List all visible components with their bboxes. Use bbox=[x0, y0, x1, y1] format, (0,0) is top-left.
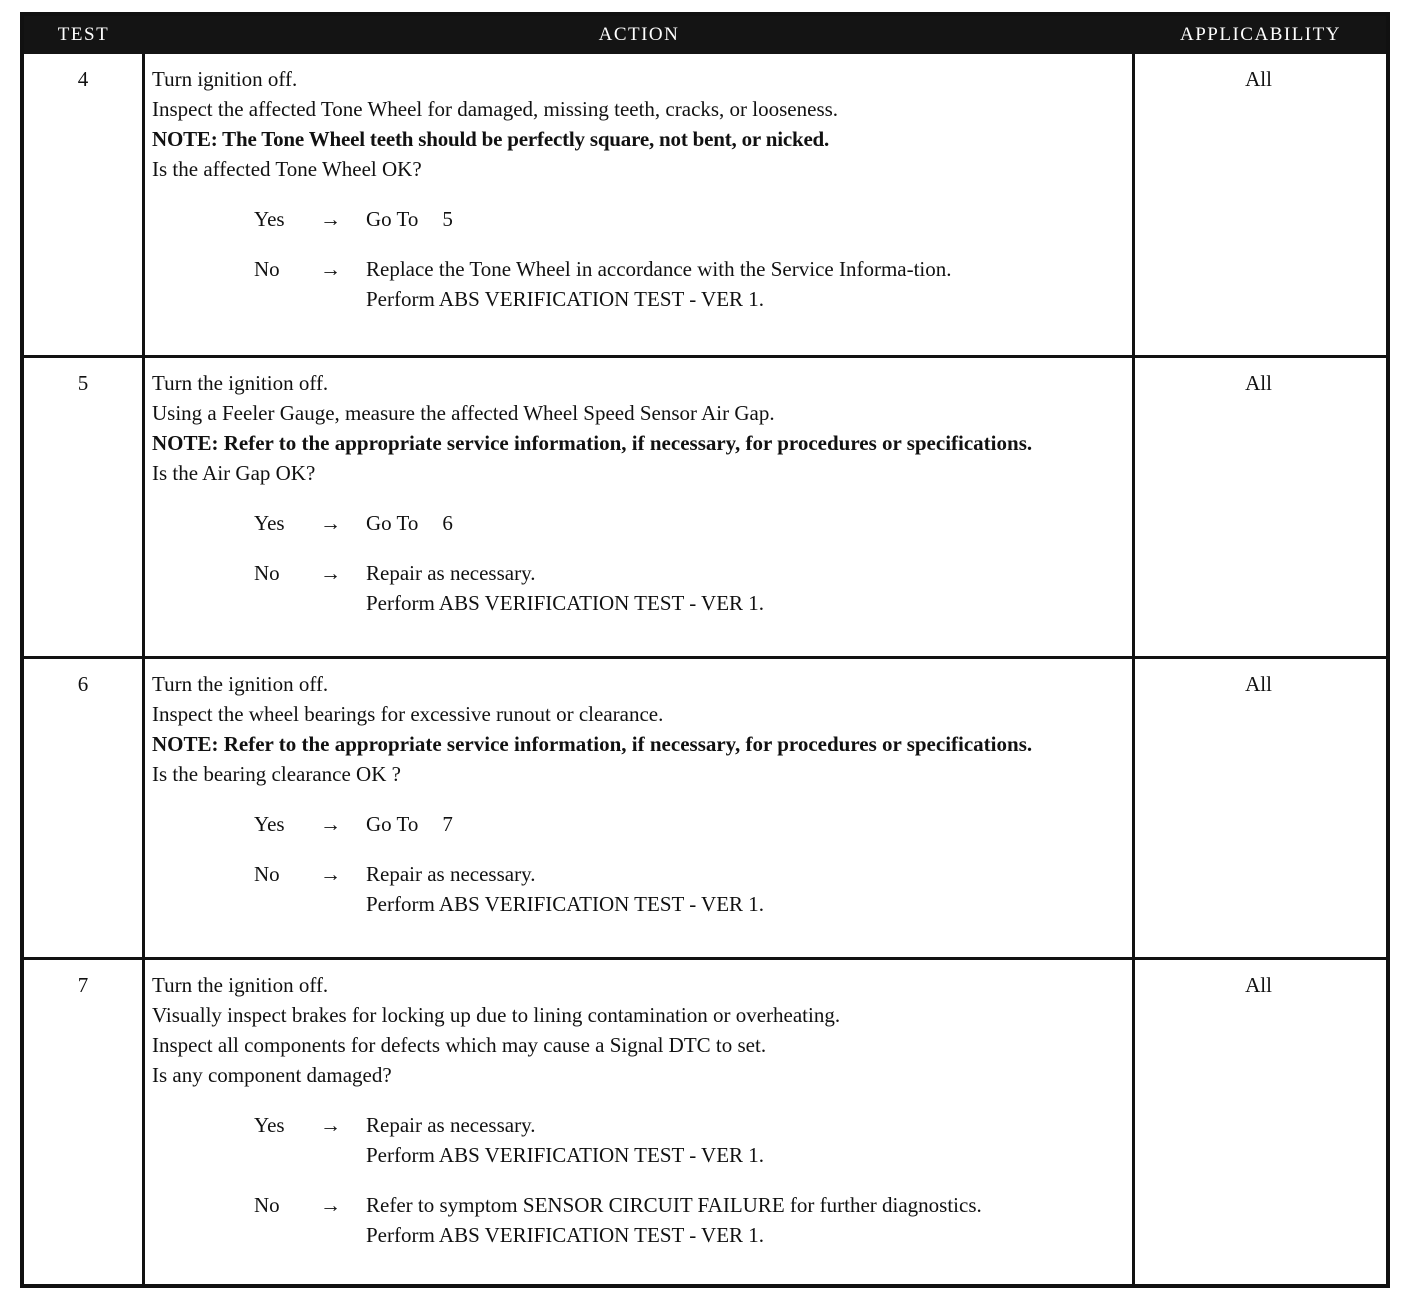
arrow-icon: → bbox=[320, 561, 341, 585]
arrow-icon: → bbox=[320, 207, 341, 231]
action-line: Inspect all components for defects which may cause a Signal DTC to set. bbox=[152, 1033, 767, 1057]
action-line: Turn the ignition off. bbox=[152, 672, 329, 696]
action-line: Turn the ignition off. bbox=[152, 973, 329, 997]
yes-result-line: Perform ABS VERIFICATION TEST - VER 1. bbox=[366, 1143, 765, 1167]
goto-label: Go To bbox=[366, 207, 419, 231]
outcome-yes bbox=[254, 809, 1126, 839]
header-action: ACTION bbox=[598, 24, 680, 45]
no-label: No bbox=[254, 1193, 280, 1217]
arrow-icon: → bbox=[320, 257, 341, 281]
yes-label: Yes bbox=[254, 511, 285, 535]
arrow-icon: → bbox=[320, 1113, 341, 1137]
question-text: Is the bearing clearance OK ? bbox=[152, 762, 401, 786]
no-result-line: Perform ABS VERIFICATION TEST - VER 1. bbox=[366, 287, 765, 311]
goto-label: Go To bbox=[366, 511, 419, 535]
arrow-icon: → bbox=[320, 862, 341, 886]
goto-number: 7 bbox=[442, 812, 453, 836]
action-line: Using a Feeler Gauge, measure the affected Wheel Speed Sensor Air Gap. bbox=[152, 401, 775, 425]
action-cell bbox=[145, 358, 1135, 656]
outcome-yes bbox=[254, 204, 1126, 234]
test-number: 5 bbox=[24, 358, 145, 656]
test-number: 4 bbox=[24, 54, 145, 355]
no-result-line: Repair as necessary. bbox=[366, 862, 536, 886]
applicability-cell: All bbox=[1245, 973, 1272, 997]
goto-number: 6 bbox=[442, 511, 453, 535]
applicability-cell: All bbox=[1245, 371, 1272, 395]
yes-label: Yes bbox=[254, 1113, 285, 1137]
goto-label: Go To bbox=[366, 812, 419, 836]
action-cell bbox=[145, 54, 1135, 355]
action-line: Inspect the wheel bearings for excessive runout or clearance. bbox=[152, 702, 664, 726]
no-result-line: Replace the Tone Wheel in accordance with the Service Informa-tion. bbox=[366, 257, 952, 281]
arrow-icon: → bbox=[320, 511, 341, 535]
no-label: No bbox=[254, 257, 280, 281]
arrow-icon: → bbox=[320, 1193, 341, 1217]
arrow-icon: → bbox=[320, 812, 341, 836]
no-label: No bbox=[254, 862, 280, 886]
no-result-line: Perform ABS VERIFICATION TEST - VER 1. bbox=[366, 1223, 765, 1247]
action-line: Inspect the affected Tone Wheel for damaged, missing teeth, cracks, or looseness. bbox=[152, 97, 839, 121]
table-row-test-5 bbox=[24, 355, 1386, 656]
yes-result-line: Repair as necessary. bbox=[366, 1113, 536, 1137]
test-number: 6 bbox=[24, 659, 145, 957]
action-cell bbox=[145, 960, 1135, 1284]
no-result-line: Perform ABS VERIFICATION TEST - VER 1. bbox=[366, 591, 765, 615]
header-test: TEST bbox=[57, 24, 110, 45]
applicability-cell: All bbox=[1245, 672, 1272, 696]
action-line: Turn ignition off. bbox=[152, 67, 298, 91]
table-row-test-4 bbox=[24, 54, 1386, 355]
question-text: Is the Air Gap OK? bbox=[152, 461, 316, 485]
question-text: Is any component damaged? bbox=[152, 1063, 392, 1087]
no-result-line: Repair as necessary. bbox=[366, 561, 536, 585]
yes-label: Yes bbox=[254, 207, 285, 231]
table-row-test-6 bbox=[24, 656, 1386, 957]
applicability-cell: All bbox=[1245, 67, 1272, 91]
table-row-test-7 bbox=[24, 957, 1386, 1284]
diagnostic-table bbox=[20, 12, 1390, 1288]
action-cell bbox=[145, 659, 1135, 957]
outcome-no bbox=[254, 558, 1126, 618]
no-result-line: Perform ABS VERIFICATION TEST - VER 1. bbox=[366, 892, 765, 916]
table-header bbox=[24, 16, 1386, 54]
action-line: Turn the ignition off. bbox=[152, 371, 329, 395]
outcome-no bbox=[254, 254, 1126, 314]
action-line: Visually inspect brakes for locking up due to lining contamination or overheating. bbox=[152, 1003, 841, 1027]
outcome-yes bbox=[254, 1110, 1126, 1170]
outcome-yes bbox=[254, 508, 1126, 538]
test-number: 7 bbox=[24, 960, 145, 1284]
goto-number: 5 bbox=[442, 207, 453, 231]
no-result-line: Refer to symptom SENSOR CIRCUIT FAILURE for further diagnostics. bbox=[366, 1193, 982, 1217]
note-text: NOTE: Refer to the appropriate service information, if necessary, for procedures or specifications. bbox=[152, 431, 1033, 455]
outcome-no bbox=[254, 859, 1126, 919]
note-text: NOTE: Refer to the appropriate service information, if necessary, for procedures or specifications. bbox=[152, 732, 1033, 756]
question-text: Is the affected Tone Wheel OK? bbox=[152, 157, 422, 181]
yes-label: Yes bbox=[254, 812, 285, 836]
no-label: No bbox=[254, 561, 280, 585]
header-applicability: APPLICABILITY bbox=[1180, 24, 1341, 45]
outcome-no bbox=[254, 1190, 1126, 1250]
note-text: NOTE: The Tone Wheel teeth should be perfectly square, not bent, or nicked. bbox=[152, 127, 830, 151]
